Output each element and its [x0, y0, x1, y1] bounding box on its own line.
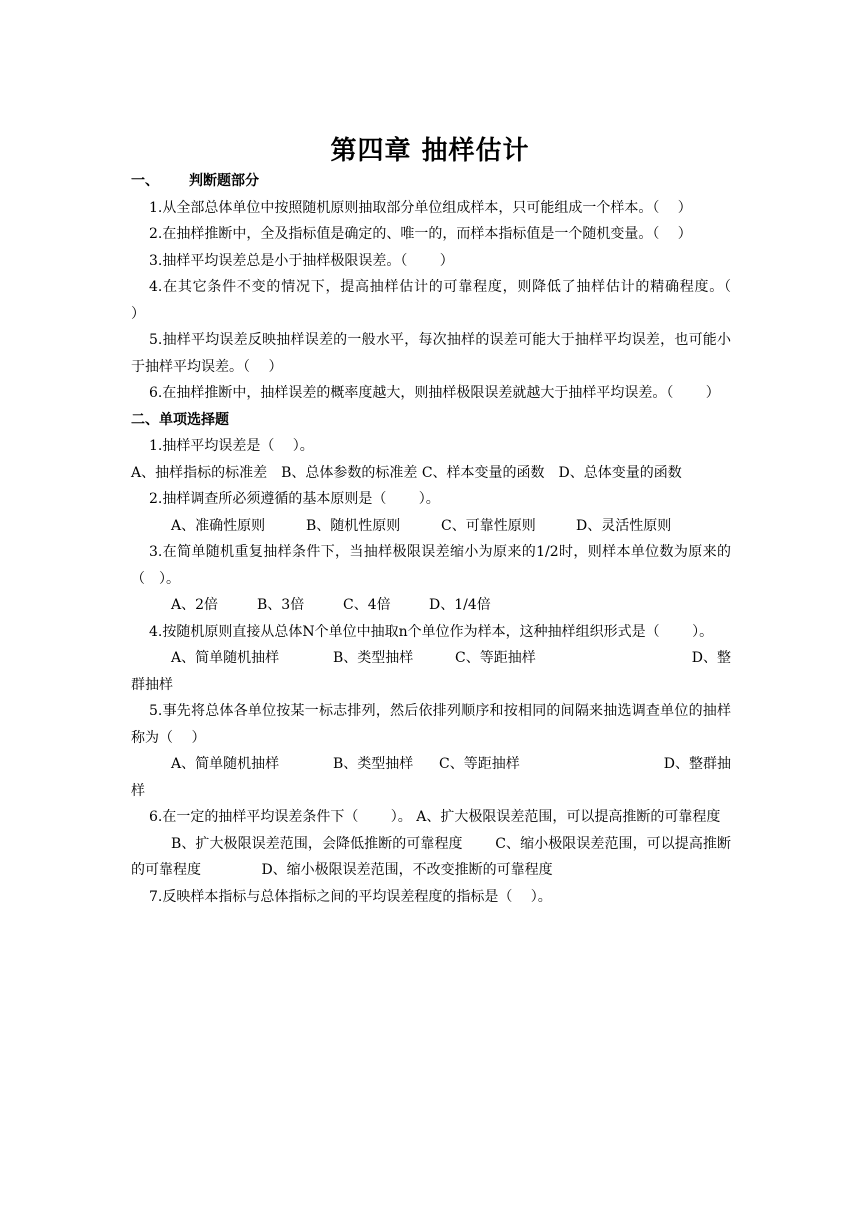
- mc-question-1-stem: 1.抽样平均误差是（ ）。: [149, 438, 314, 454]
- tf-question-2: 2.在抽样推断中，全及指标值是确定的、唯一的，而样本指标值是一个随机变量。（ ）: [149, 226, 692, 242]
- option-a: A、简单随机抽样: [171, 756, 280, 772]
- mc-question-4-stem: 4.按随机原则直接从总体N个单位中抽取n个单位作为样本，这种抽样组织形式是（ ）。: [149, 623, 714, 640]
- option-c: C、4倍: [343, 597, 391, 613]
- option-b: B、随机性原则: [306, 517, 401, 534]
- mc-question-2-stem: 2.抽样调查所必须遵循的基本原则是（ ）。: [149, 491, 440, 507]
- option-c: C、等距抽样: [439, 756, 520, 772]
- option-d: D、灵活性原则: [576, 517, 672, 534]
- option-c: C、可靠性原则: [441, 517, 536, 534]
- mc-question-4-options: [131, 645, 731, 672]
- section-heading-true-false: [131, 168, 731, 195]
- mc-question-3-options: [131, 592, 731, 619]
- tf-question-4: 4.在其它条件不变的情况下，提高抽样估计的可靠程度，则降低了抽样估计的精确程度。（ ）: [131, 279, 764, 322]
- mc-question-5-stem: 5.事先将总体各单位按某一标志排列，然后依排列顺序和按相同的间隔来抽选调查单位的抽样称为（ ）: [131, 703, 731, 746]
- mc-question-5-options: [131, 751, 731, 778]
- option-a: A、简单随机抽样: [171, 650, 280, 666]
- section-heading-single-choice: 二、单项选择题: [131, 411, 229, 428]
- mc-question-4-option-d-continued: 群抽样: [131, 676, 173, 693]
- option-b: B、类型抽样: [333, 756, 414, 772]
- mc-question-7-stem: 7.反映样本指标与总体指标之间的平均误差程度的指标是（ ）。: [149, 888, 552, 905]
- option-a: A、准确性原则: [171, 517, 266, 534]
- document-body: [131, 168, 764, 910]
- tf-question-5: 5.抽样平均误差反映抽样误差的一般水平，每次抽样的误差可能大于抽样平均误差，也可能小于抽样平均误差。（ ）: [131, 332, 731, 375]
- mc-question-2-options: [131, 513, 731, 540]
- tf-question-6: 6.在抽样推断中，抽样误差的概率度越大，则抽样极限误差就越大于抽样平均误差。（ ）: [149, 385, 720, 401]
- option-d: D、整群抽: [663, 756, 731, 772]
- option-d: D、1/4倍: [429, 597, 491, 613]
- page-title: 第四章 抽样估计: [330, 136, 530, 166]
- tf-question-1: 1.从全部总体单位中按照随机原则抽取部分单位组成样本，只可能组成一个样本。（ ）: [149, 199, 692, 216]
- mc-question-5-option-d-continued: 样: [131, 782, 145, 799]
- option-a: A、2倍: [171, 597, 219, 613]
- option-c: C、等距抽样: [455, 650, 536, 666]
- mc-question-6-stem: 6.在一定的抽样平均误差条件下（ ）。 A、扩大极限误差范围，可以提高推断的可靠程度: [149, 809, 721, 825]
- tf-question-3: 3.抽样平均误差总是小于抽样极限误差。（ ）: [149, 252, 454, 269]
- mc-question-1-options: A、抽样指标的标准差 B、总体参数的标准差 C、样本变量的函数 D、总体变量的函数: [131, 464, 682, 481]
- option-b: B、类型抽样: [333, 650, 414, 666]
- option-b: B、3倍: [257, 597, 305, 613]
- section-title: 判断题部分: [189, 173, 259, 189]
- mc-question-3-stem: 3.在简单随机重复抽样条件下，当抽样极限误差缩小为原来的1/2时，则样本单位数为原来的（ ）。: [131, 544, 731, 587]
- option-d: D、整: [691, 650, 731, 666]
- mc-question-6-options: B、扩大极限误差范围，会降低推断的可靠程度 C、缩小极限误差范围，可以提高推断的可靠程度 D、缩小极限误差范围，不改变推断的可靠程度: [131, 835, 731, 878]
- section-number: 一、: [131, 173, 159, 189]
